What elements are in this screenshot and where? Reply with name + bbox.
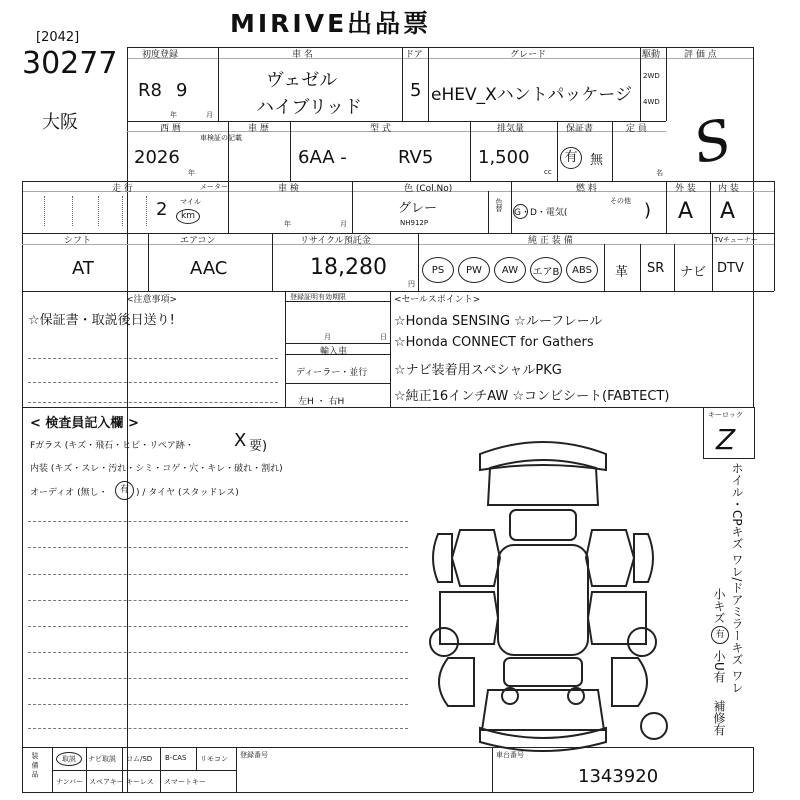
import-label: 輸入車 xyxy=(320,347,348,357)
equipment-airbag: エアB xyxy=(530,257,562,283)
inspection-month-unit: 月 xyxy=(340,220,347,228)
legend-text-4: 補修有 xyxy=(712,700,726,736)
equipment-pw: PW xyxy=(458,257,490,283)
label-inspection: 車 歴 xyxy=(248,124,269,134)
row2-year-unit: 年 xyxy=(188,169,195,177)
equipment-navi: ナビ xyxy=(680,265,707,280)
label-grade: グレード xyxy=(510,50,547,60)
fuel-gas-circle xyxy=(513,204,528,219)
equipment-abs: ABS xyxy=(566,257,598,283)
model-code: RV5 xyxy=(398,147,434,168)
inspector-line3-mark: 有 xyxy=(115,481,134,500)
footer-item-smart-key: スマートキー xyxy=(164,778,206,786)
label-first-reg: 初度登録 xyxy=(142,50,179,60)
inspection-year-unit: 年 xyxy=(284,220,291,228)
record-month: 月 xyxy=(324,333,331,341)
car-name-line1: ヴェゼル xyxy=(266,70,338,91)
footer-item-navi-manual: ナビ取説 xyxy=(88,755,116,763)
doors-value: 5 xyxy=(410,80,422,101)
label-mileage-meter: メーター xyxy=(200,183,228,191)
inspector-line3-b: ) / タイヤ (スタッドレス) xyxy=(136,488,239,498)
drive-2wd: 2WD xyxy=(643,72,660,80)
label-drive: 駆動 xyxy=(642,50,661,60)
right-rear-door-shape xyxy=(586,530,634,586)
inspector-line2: 内装 (キズ・スレ・汚れ・シミ・コゲ・穴・キレ・破れ・割れ) xyxy=(30,464,283,474)
footer-item-spare-key: スペアキー xyxy=(89,778,124,786)
label-capacity: 定 員 xyxy=(626,124,647,134)
footer-item-bcas: B-CAS xyxy=(165,754,187,762)
steering-text: 左H ・ 右H xyxy=(298,397,345,407)
warranty-yes: 有 xyxy=(560,147,582,169)
lot-number: 30277 xyxy=(22,46,118,81)
fuel-other: その他 xyxy=(610,197,631,205)
warranty-no: 無 xyxy=(590,153,604,168)
rating-value: S xyxy=(687,106,738,177)
legend-text-3: 小U有 xyxy=(712,650,726,683)
left-front-wheel-circle xyxy=(430,628,458,656)
record-day: 日 xyxy=(380,333,387,341)
month-unit: 月 xyxy=(206,111,213,119)
label-color-change: 色替 xyxy=(495,198,503,212)
right-front-wheel-circle xyxy=(628,628,656,656)
reg-month: 9 xyxy=(176,80,188,101)
color-code: NH912P xyxy=(400,219,429,227)
sales-point-3: ☆ナビ装着用スペシャルPKG xyxy=(394,363,562,378)
aircon-value: AAC xyxy=(190,258,228,279)
year-unit: 年 xyxy=(170,111,177,119)
exterior-grade: A xyxy=(678,199,694,224)
reg-year: R8 xyxy=(138,80,162,101)
label-recycle: リサイクル預託金 xyxy=(300,236,371,246)
rear-window-shape xyxy=(510,510,576,540)
shift-value: AT xyxy=(72,258,94,279)
inspector-title: < 検査員記入欄 > xyxy=(30,416,139,431)
label-equipment: 純 正 装 備 xyxy=(528,236,573,246)
footer-side-label: 装 備 品 xyxy=(31,752,39,778)
label-shift: シフト xyxy=(64,236,92,246)
lot-bracket: [2042] xyxy=(36,30,80,45)
legend-text-2: 小キズ xyxy=(712,588,726,624)
keylock-label: キーロック xyxy=(708,411,743,419)
label-fuel: 燃 料 xyxy=(576,184,597,194)
sales-point-4: ☆純正16インチAW ☆コンビシート(FABTECT) xyxy=(394,389,670,404)
left-front-fender-shape xyxy=(439,658,474,706)
spare-tire-circle xyxy=(641,713,667,739)
label-doors: ドア xyxy=(405,50,423,60)
color-value: グレー xyxy=(398,201,438,216)
inspector-line1-mark: X xyxy=(234,430,247,451)
location: 大阪 xyxy=(42,112,78,133)
car-name-line2: ハイブリッド xyxy=(256,97,363,118)
form-title: MIRIVE出品票 xyxy=(230,9,432,38)
equipment-aw: AW xyxy=(494,257,526,283)
model-prefix: 6AA - xyxy=(298,147,347,168)
label-rating: 評 価 点 xyxy=(684,50,717,60)
label-color: 色 (Col.No) xyxy=(404,184,453,194)
windshield-shape xyxy=(504,658,582,686)
record-label: 登録証明有効期限 xyxy=(290,293,346,301)
roof-shape xyxy=(498,545,588,655)
equipment-tv: DTV xyxy=(717,261,744,276)
label-aircon: エアコン xyxy=(180,236,216,246)
left-rear-door-shape xyxy=(452,530,500,586)
mileage-digit: 2 xyxy=(156,199,168,220)
label-exterior: 外 装 xyxy=(675,184,696,194)
footer-item-remote: リモコン xyxy=(200,755,228,763)
inspector-line1-end: 要) xyxy=(249,439,268,454)
footer-item-rom-sd: ロム/SD xyxy=(126,755,153,763)
equipment-sunroof: SR xyxy=(647,261,665,276)
recycle-value: 18,280 xyxy=(310,255,387,280)
km-unit: km xyxy=(176,209,200,224)
keylock-value: Z xyxy=(716,423,736,456)
displacement-value: 1,500 xyxy=(478,147,530,168)
right-front-door-shape xyxy=(588,592,646,644)
label-tv-tuner: TVチューナー xyxy=(714,236,758,244)
grade-value: eHEV_Xハントパッケージ xyxy=(431,85,633,105)
fuel-options: G・D・電気( xyxy=(514,208,568,218)
hood-shape xyxy=(482,690,604,730)
footer-item-number: ナンバー xyxy=(56,778,84,786)
interior-grade: A xyxy=(720,199,736,224)
legend-text-2-mark: 有 xyxy=(711,626,729,644)
label-inspection-date: 車 検 xyxy=(278,184,299,194)
sales-point-2: ☆Honda CONNECT for Gathers xyxy=(394,335,594,350)
fuel-close: ) xyxy=(644,200,652,221)
western-year-value: 2026 xyxy=(134,147,180,168)
inspector-line1: Fガラス (キズ・飛石・ヒビ・リペア跡・ xyxy=(30,441,194,451)
footer-item-manual: 取説 xyxy=(56,752,82,766)
person-unit: 名 xyxy=(656,169,663,177)
label-model-year-note: 車検証の記載 xyxy=(200,134,242,142)
label-model: 型 式 xyxy=(370,124,391,134)
footer-item-keyless: キーレス xyxy=(126,778,154,786)
cc-unit: cc xyxy=(544,168,552,176)
label-warranty: 保証書 xyxy=(566,124,594,134)
car-diagram xyxy=(418,430,668,760)
caution-text: ☆保証書・取説後日送り! xyxy=(28,313,175,328)
caution-label: <注意事項> xyxy=(126,295,178,305)
dealer-text: ディーラー・並行 xyxy=(296,368,368,378)
footer-chassis-label: 車台番号 xyxy=(496,751,524,759)
left-rear-wheel-shape xyxy=(433,534,452,582)
label-car-name: 車 名 xyxy=(292,50,313,60)
label-displacement: 排気量 xyxy=(497,124,525,134)
label-interior: 内 装 xyxy=(718,184,739,194)
right-rear-wheel-shape xyxy=(634,534,653,582)
sales-label: <セールスポイント> xyxy=(394,295,481,305)
equipment-ps: PS xyxy=(422,257,454,283)
legend-text-1: ホイル・CPキズ ワレ/ドアミラーキズ ワレ xyxy=(730,462,744,694)
mile-unit: マイル xyxy=(180,198,201,206)
label-western-year: 西 暦 xyxy=(160,124,181,134)
yen-unit: 円 xyxy=(408,280,415,288)
right-front-fender-shape xyxy=(612,658,647,706)
equipment-leather: 革 xyxy=(615,265,629,280)
label-mileage: 走 行 xyxy=(112,184,133,194)
drive-4wd: 4WD xyxy=(643,98,660,106)
sales-point-1: ☆Honda SENSING ☆ルーフレール xyxy=(394,314,603,329)
footer-reg-label: 登録番号 xyxy=(240,751,268,759)
left-front-door-shape xyxy=(440,592,498,644)
inspector-line3-a: オーディオ (無し・ xyxy=(30,488,108,498)
chassis-number: 1343920 xyxy=(578,766,659,787)
